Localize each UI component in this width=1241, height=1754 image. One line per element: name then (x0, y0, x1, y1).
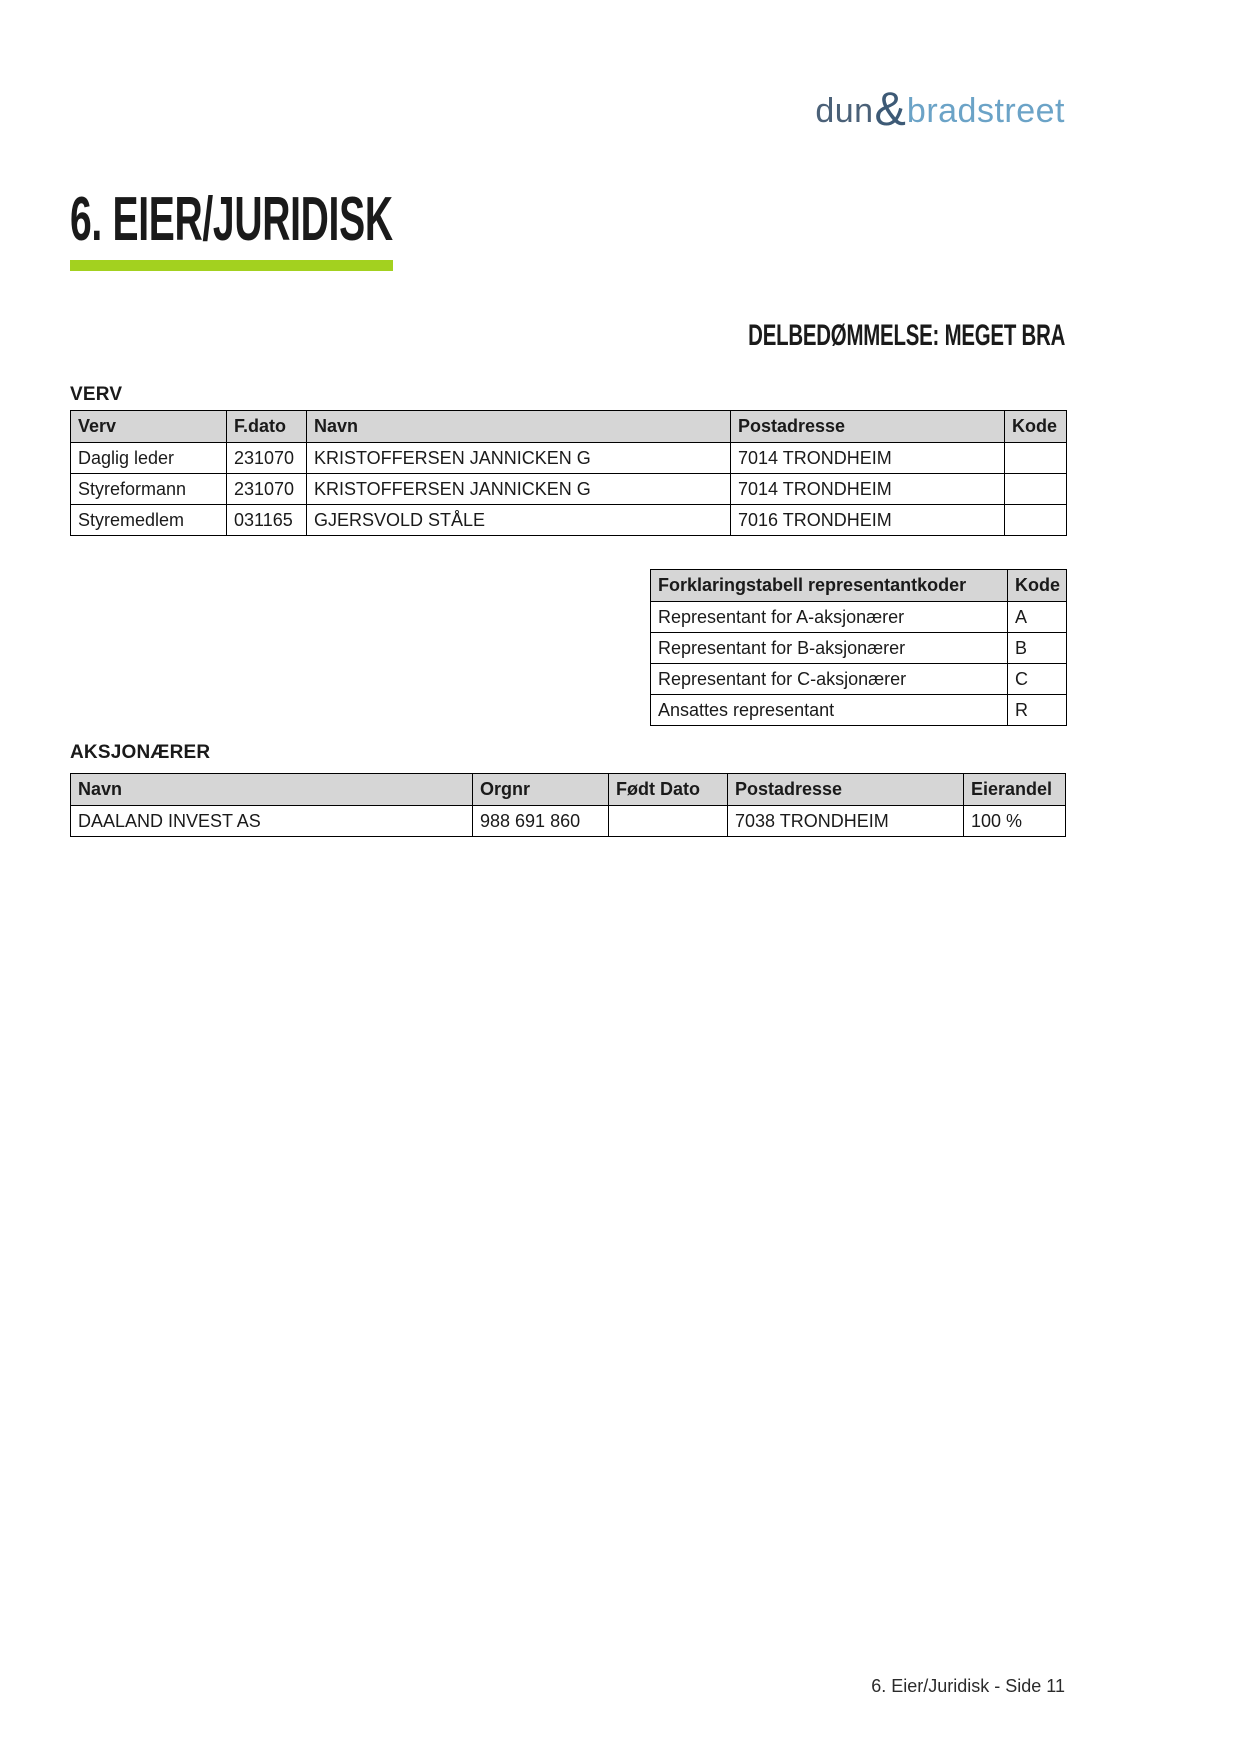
column-header: Navn (71, 774, 473, 806)
column-header: F.dato (227, 411, 307, 443)
shareholders-section-label: AKSJONÆRER (70, 742, 211, 763)
table-cell: KRISTOFFERSEN JANNICKEN G (307, 474, 731, 505)
column-header: Postadresse (728, 774, 964, 806)
table-cell: 7014 TRONDHEIM (731, 443, 1005, 474)
column-header: Født Dato (609, 774, 728, 806)
table-cell (1005, 505, 1067, 536)
title-underline-bar (70, 260, 393, 271)
logo-text-dun: dun (815, 92, 874, 130)
verv-table-header-row (71, 411, 1067, 443)
table-cell: B (1008, 633, 1067, 664)
column-header: Postadresse (731, 411, 1005, 443)
table-cell: C (1008, 664, 1067, 695)
column-header: Eierandel (964, 774, 1066, 806)
table-cell: 231070 (227, 443, 307, 474)
column-header: Orgnr (473, 774, 609, 806)
page-title (70, 185, 582, 254)
dun-bradstreet-logo (815, 78, 1065, 133)
table-cell: DAALAND INVEST AS (71, 806, 473, 837)
table-cell: KRISTOFFERSEN JANNICKEN G (307, 443, 731, 474)
assessment-heading (599, 321, 1065, 351)
page-footer: 6. Eier/Juridisk - Side 11 (871, 1676, 1065, 1696)
table-row (651, 633, 1067, 664)
column-header: Kode (1008, 570, 1067, 602)
table-row (71, 505, 1067, 536)
table-cell: 031165 (227, 505, 307, 536)
table-cell (1005, 443, 1067, 474)
shareholders-table (70, 773, 1066, 837)
table-row (71, 443, 1067, 474)
table-cell: GJERSVOLD STÅLE (307, 505, 731, 536)
column-header: Navn (307, 411, 731, 443)
column-header: Forklaringstabell representantkoder (651, 570, 1008, 602)
table-cell: Daglig leder (71, 443, 227, 474)
table-cell: 231070 (227, 474, 307, 505)
table-cell: Styreformann (71, 474, 227, 505)
column-header: Verv (71, 411, 227, 443)
table-cell: R (1008, 695, 1067, 726)
table-cell (609, 806, 728, 837)
table-row (71, 806, 1066, 837)
table-row (651, 602, 1067, 633)
table-cell: 7016 TRONDHEIM (731, 505, 1005, 536)
table-cell: 7014 TRONDHEIM (731, 474, 1005, 505)
table-cell: 7038 TRONDHEIM (728, 806, 964, 837)
table-cell: Representant for C-aksjonærer (651, 664, 1008, 695)
table-cell: A (1008, 602, 1067, 633)
verv-table (70, 410, 1067, 536)
logo-text-bradstreet: bradstreet (906, 92, 1065, 130)
codes-table-header-row (651, 570, 1067, 602)
table-row (651, 664, 1067, 695)
table-row (71, 474, 1067, 505)
table-row (651, 695, 1067, 726)
codes-table-body (651, 602, 1067, 726)
verv-table-body (71, 443, 1067, 536)
table-cell: Representant for B-aksjonærer (651, 633, 1008, 664)
shareholders-table-body (71, 806, 1066, 837)
page-title-text: 6. EIER/JURIDISK (70, 185, 393, 254)
shareholders-table-header-row (71, 774, 1066, 806)
table-cell: Representant for A-aksjonærer (651, 602, 1008, 633)
column-header: Kode (1005, 411, 1067, 443)
table-cell: 100 % (964, 806, 1066, 837)
assessment-text: DELBEDØMMELSE: MEGET BRA (748, 319, 1065, 352)
representative-codes-table (650, 569, 1067, 726)
table-cell (1005, 474, 1067, 505)
table-cell: Ansattes representant (651, 695, 1008, 726)
verv-section-label: VERV (70, 384, 123, 405)
table-cell: 988 691 860 (473, 806, 609, 837)
table-cell: Styremedlem (71, 505, 227, 536)
logo-ampersand-icon: & (874, 82, 906, 135)
